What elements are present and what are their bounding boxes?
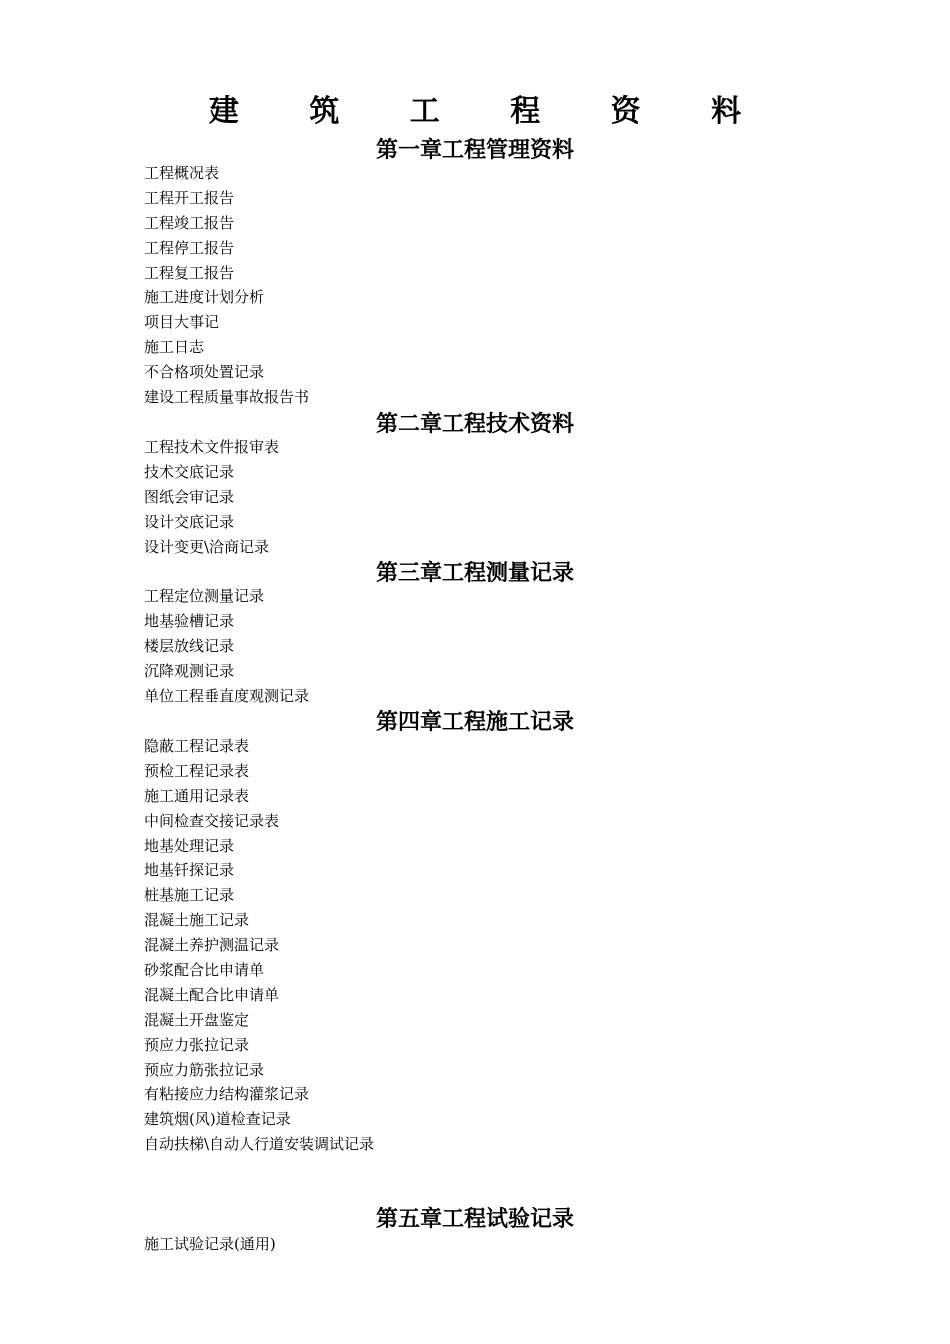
list-item: 施工日志 <box>144 338 205 357</box>
chapter-heading: 第四章工程施工记录 <box>375 709 574 735</box>
list-item: 混凝土配合比申请单 <box>144 985 280 1004</box>
list-item: 混凝土养护测温记录 <box>144 936 280 955</box>
list-item: 设计交底记录 <box>144 512 235 531</box>
list-item: 楼层放线记录 <box>144 636 235 655</box>
list-item: 施工试验记录(通用) <box>144 1235 276 1253</box>
list-item: 建设工程质量事故报告书 <box>144 388 310 407</box>
list-item: 隐蔽工程记录表 <box>144 737 250 755</box>
chapter-item-list <box>144 734 374 1157</box>
chapter-item-list <box>144 584 309 708</box>
list-item: 工程复工报告 <box>144 263 235 282</box>
list-item: 地基验槽记录 <box>144 611 235 630</box>
chapter-heading: 第二章工程技术资料 <box>375 411 574 437</box>
chapter-item-list <box>144 1232 276 1257</box>
list-item: 工程定位测量记录 <box>144 587 265 605</box>
list-item: 工程竣工报告 <box>144 213 235 232</box>
chapter-heading: 第三章工程测量记录 <box>375 560 574 586</box>
list-item: 建筑烟(风)道检查记录 <box>144 1110 291 1129</box>
list-item: 项目大事记 <box>144 313 220 332</box>
list-item: 混凝土施工记录 <box>144 911 250 930</box>
list-item: 图纸会审记录 <box>144 487 235 506</box>
list-item: 施工通用记录表 <box>144 786 250 805</box>
list-item: 有粘接应力结构灌浆记录 <box>144 1085 310 1104</box>
document-title: 建 筑 工 程 资 料 <box>208 94 772 129</box>
chapter-item-list <box>144 161 309 410</box>
list-item: 单位工程垂直度观测记录 <box>144 686 310 705</box>
chapter-heading: 第五章工程试验记录 <box>375 1206 574 1232</box>
list-item: 工程技术文件报审表 <box>144 438 280 456</box>
list-item: 中间检查交接记录表 <box>144 811 280 830</box>
list-item: 工程停工报告 <box>144 238 235 257</box>
list-item: 地基处理记录 <box>144 836 235 855</box>
list-item: 不合格项处置记录 <box>144 363 265 382</box>
list-item: 预检工程记录表 <box>144 761 250 780</box>
chapter-item-list <box>144 435 279 559</box>
list-item: 工程开工报告 <box>144 188 235 207</box>
list-item: 沉降观测记录 <box>144 661 235 680</box>
list-item: 预应力张拉记录 <box>144 1035 250 1054</box>
list-item: 设计变更\洽商记录 <box>144 537 270 556</box>
list-item: 桩基施工记录 <box>144 886 235 905</box>
chapter-heading: 第一章工程管理资料 <box>375 137 574 163</box>
list-item: 砂浆配合比申请单 <box>144 961 265 980</box>
list-item: 技术交底记录 <box>144 462 235 481</box>
list-item: 地基钎探记录 <box>144 861 235 880</box>
list-item: 工程概况表 <box>144 164 220 182</box>
list-item: 施工进度计划分析 <box>144 288 265 307</box>
list-item: 混凝土开盘鉴定 <box>144 1010 250 1029</box>
list-item: 预应力筋张拉记录 <box>144 1060 265 1079</box>
list-item: 自动扶梯\自动人行道安装调试记录 <box>144 1135 375 1154</box>
